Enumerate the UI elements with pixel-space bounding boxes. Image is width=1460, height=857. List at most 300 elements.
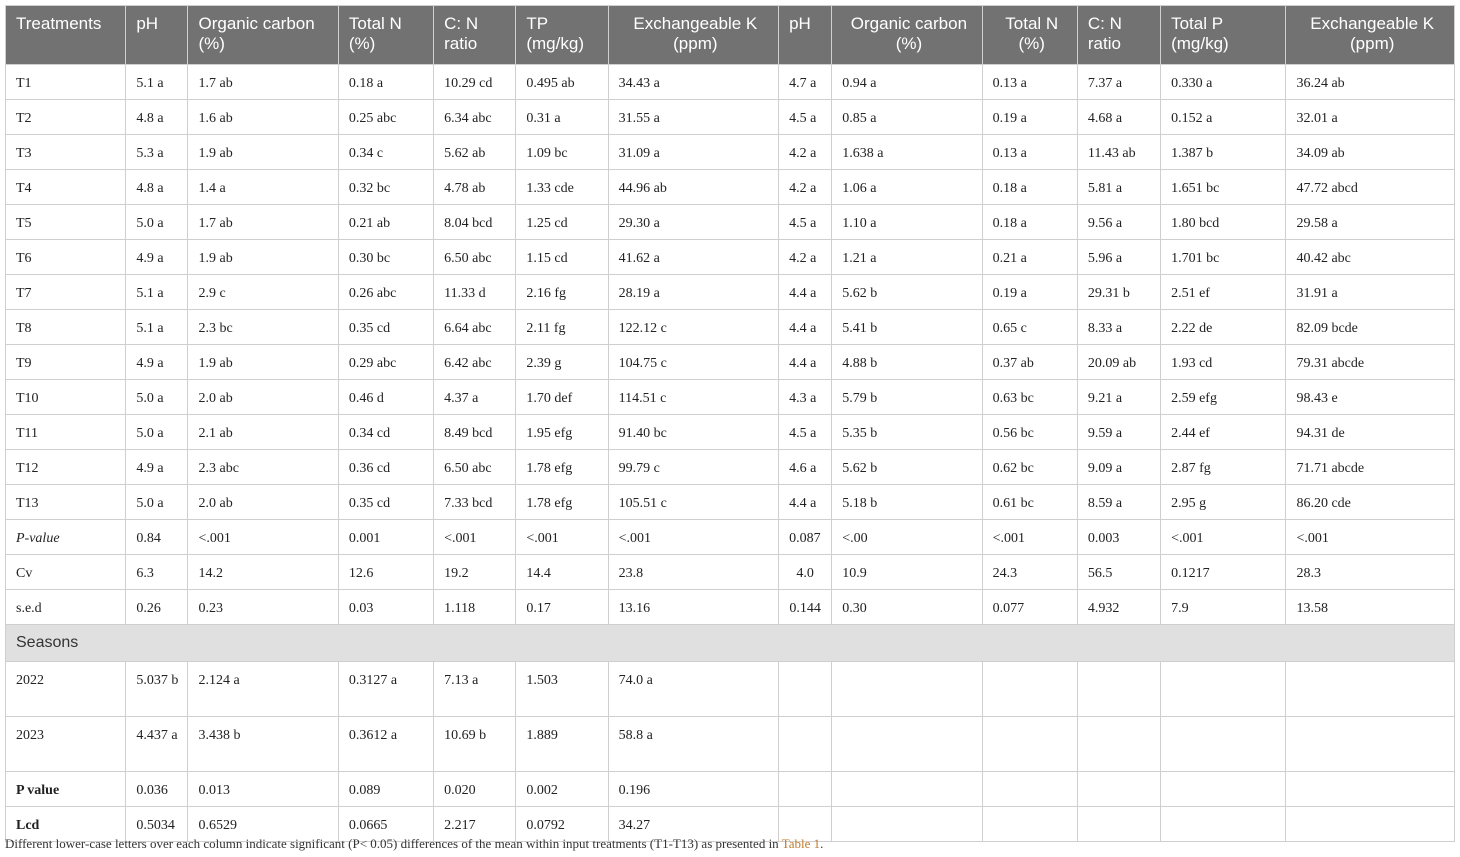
table-cell: 5.1 a: [126, 310, 188, 345]
table-cell: [1161, 772, 1286, 807]
table-cell: 1.78 efg: [516, 450, 608, 485]
table-cell: 47.72 abcd: [1286, 170, 1455, 205]
table-cell: 0.23: [188, 590, 338, 625]
table-cell: 7.33 bcd: [434, 485, 516, 520]
table-cell: 41.62 a: [608, 240, 778, 275]
table-cell: 4.2 a: [779, 240, 832, 275]
table-cell: 4.2 a: [779, 170, 832, 205]
table-cell: 13.16: [608, 590, 778, 625]
table-cell: 56.5: [1077, 555, 1160, 590]
table-cell: 4.5 a: [779, 100, 832, 135]
table-cell: 0.36 cd: [338, 450, 433, 485]
table-body: [6, 65, 1455, 842]
table-cell: 5.037 b: [126, 662, 188, 717]
table-cell: 6.50 abc: [434, 450, 516, 485]
table-cell: 0.0792: [516, 807, 608, 842]
table-cell: 0.13 a: [982, 135, 1077, 170]
table-cell: 10.9: [832, 555, 982, 590]
table-cell: 1.9 ab: [188, 240, 338, 275]
table-cell: 0.196: [608, 772, 778, 807]
table-cell: 3.438 b: [188, 717, 338, 772]
column-header: Treatments: [6, 6, 126, 65]
table-cell: T1: [6, 65, 126, 100]
table-cell: T8: [6, 310, 126, 345]
table-cell: 2.11 fg: [516, 310, 608, 345]
table-row: [6, 380, 1455, 415]
table-cell: 0.31 a: [516, 100, 608, 135]
table-cell: 4.5 a: [779, 205, 832, 240]
table-cell: <.001: [188, 520, 338, 555]
column-header: Total P (mg/kg): [1161, 6, 1286, 65]
table-cell: 5.62 b: [832, 450, 982, 485]
table-cell: 11.33 d: [434, 275, 516, 310]
table-cell: 34.43 a: [608, 65, 778, 100]
table-cell: 0.34 cd: [338, 415, 433, 450]
table-cell: 0.32 bc: [338, 170, 433, 205]
table-footnote: [5, 836, 823, 852]
table-cell: 0.5034: [126, 807, 188, 842]
table-cell: 10.29 cd: [434, 65, 516, 100]
table-cell: [982, 807, 1077, 842]
table-cell: 1.33 cde: [516, 170, 608, 205]
table-cell: 0.63 bc: [982, 380, 1077, 415]
table-cell: 2022: [6, 662, 126, 717]
table-cell: 6.42 abc: [434, 345, 516, 380]
table-cell: 0.29 abc: [338, 345, 433, 380]
stats-row: [6, 520, 1455, 555]
table-cell: 4.68 a: [1077, 100, 1160, 135]
table-cell: 0.19 a: [982, 275, 1077, 310]
table-cell: 0.61 bc: [982, 485, 1077, 520]
table-cell: [832, 717, 982, 772]
column-header: Organic carbon (%): [188, 6, 338, 65]
table-cell: 6.3: [126, 555, 188, 590]
table-cell: 31.91 a: [1286, 275, 1455, 310]
table-cell: 0.65 c: [982, 310, 1077, 345]
table-cell: 1.638 a: [832, 135, 982, 170]
table-cell: 0.013: [188, 772, 338, 807]
table-cell: 5.62 b: [832, 275, 982, 310]
table-cell: 0.21 ab: [338, 205, 433, 240]
table-cell: 40.42 abc: [1286, 240, 1455, 275]
table-cell: 2.217: [434, 807, 516, 842]
table-cell: 0.003: [1077, 520, 1160, 555]
table-cell: 1.70 def: [516, 380, 608, 415]
table-row: [6, 65, 1455, 100]
table-cell: 1.15 cd: [516, 240, 608, 275]
table-cell: 34.27: [608, 807, 778, 842]
table-cell: 0.26 abc: [338, 275, 433, 310]
data-table-container: [5, 5, 1455, 842]
table-cell: 4.6 a: [779, 450, 832, 485]
table-cell: 0.34 c: [338, 135, 433, 170]
table-cell: 4.8 a: [126, 100, 188, 135]
table-cell: 74.0 a: [608, 662, 778, 717]
table-cell: 5.35 b: [832, 415, 982, 450]
table-cell: 2.3 bc: [188, 310, 338, 345]
table-cell: 0.002: [516, 772, 608, 807]
table-cell: 6.34 abc: [434, 100, 516, 135]
table-cell: 2.124 a: [188, 662, 338, 717]
season-stats-row: [6, 772, 1455, 807]
table-cell: [1286, 772, 1455, 807]
table-cell: 0.152 a: [1161, 100, 1286, 135]
table-cell: 7.9: [1161, 590, 1286, 625]
table-cell: Lcd: [6, 807, 126, 842]
table-cell: 34.09 ab: [1286, 135, 1455, 170]
table-row: [6, 415, 1455, 450]
column-header: pH: [126, 6, 188, 65]
table-cell: 29.31 b: [1077, 275, 1160, 310]
footnote-end: .: [820, 836, 824, 851]
table-cell: 2.0 ab: [188, 380, 338, 415]
table-cell: 114.51 c: [608, 380, 778, 415]
table-cell: <.001: [1161, 520, 1286, 555]
table-cell: T3: [6, 135, 126, 170]
table-cell: 12.6: [338, 555, 433, 590]
table-cell: 4.4 a: [779, 275, 832, 310]
table-cell: 0.56 bc: [982, 415, 1077, 450]
table-cell: 1.95 efg: [516, 415, 608, 450]
table-cell: 104.75 c: [608, 345, 778, 380]
table-cell: 4.78 ab: [434, 170, 516, 205]
table-cell: 91.40 bc: [608, 415, 778, 450]
section-label: Seasons: [6, 625, 1455, 662]
table-cell: 1.7 ab: [188, 205, 338, 240]
table-row: [6, 275, 1455, 310]
table-cell: 0.25 abc: [338, 100, 433, 135]
table-row: [6, 240, 1455, 275]
table-cell: 1.118: [434, 590, 516, 625]
table-cell: T11: [6, 415, 126, 450]
column-header: C: N ratio: [1077, 6, 1160, 65]
table-cell: 13.58: [1286, 590, 1455, 625]
table-cell: 9.56 a: [1077, 205, 1160, 240]
table-cell: 5.96 a: [1077, 240, 1160, 275]
table-cell: 4.8 a: [126, 170, 188, 205]
seasons-section-row: [6, 625, 1455, 662]
table-cell: 1.889: [516, 717, 608, 772]
table-cell: 86.20 cde: [1286, 485, 1455, 520]
table-cell: 7.13 a: [434, 662, 516, 717]
table-cell: 1.651 bc: [1161, 170, 1286, 205]
stats-row: [6, 555, 1455, 590]
table-cell: 0.18 a: [982, 205, 1077, 240]
table-cell: 71.71 abcde: [1286, 450, 1455, 485]
table-cell: P value: [6, 772, 126, 807]
column-header: Total N (%): [982, 6, 1077, 65]
table-cell: [1077, 807, 1160, 842]
table-row: [6, 135, 1455, 170]
table-cell: 2.22 de: [1161, 310, 1286, 345]
table-cell: [1077, 717, 1160, 772]
table-cell: 19.2: [434, 555, 516, 590]
table-cell: 14.2: [188, 555, 338, 590]
table-cell: T4: [6, 170, 126, 205]
table-cell: 5.0 a: [126, 485, 188, 520]
table-cell: 36.24 ab: [1286, 65, 1455, 100]
table-cell: 58.8 a: [608, 717, 778, 772]
table-cell: 1.9 ab: [188, 135, 338, 170]
table-cell: 5.3 a: [126, 135, 188, 170]
table-cell: 1.7 ab: [188, 65, 338, 100]
table-cell: 0.3612 a: [338, 717, 433, 772]
table-cell: 1.21 a: [832, 240, 982, 275]
table-cell: 4.2 a: [779, 135, 832, 170]
table-cell: 0.6529: [188, 807, 338, 842]
table-cell: 4.9 a: [126, 240, 188, 275]
table-cell: <.001: [434, 520, 516, 555]
table-cell: 0.35 cd: [338, 310, 433, 345]
table-row: [6, 485, 1455, 520]
table-row: [6, 100, 1455, 135]
soil-properties-table: [5, 5, 1455, 842]
table-cell: 0.37 ab: [982, 345, 1077, 380]
table-cell: 44.96 ab: [608, 170, 778, 205]
table-row: [6, 345, 1455, 380]
table-cell: 8.04 bcd: [434, 205, 516, 240]
table-1-link[interactable]: Table 1: [781, 836, 821, 851]
table-cell: 4.7 a: [779, 65, 832, 100]
table-cell: 2.51 ef: [1161, 275, 1286, 310]
table-cell: 2.16 fg: [516, 275, 608, 310]
table-cell: 0.26: [126, 590, 188, 625]
table-cell: 2023: [6, 717, 126, 772]
table-cell: 32.01 a: [1286, 100, 1455, 135]
table-cell: 1.6 ab: [188, 100, 338, 135]
table-cell: 4.437 a: [126, 717, 188, 772]
table-cell: 0.30 bc: [338, 240, 433, 275]
table-cell: 0.62 bc: [982, 450, 1077, 485]
table-cell: s.e.d: [6, 590, 126, 625]
table-cell: 10.69 b: [434, 717, 516, 772]
table-row: [6, 310, 1455, 345]
table-cell: 5.1 a: [126, 275, 188, 310]
table-cell: [1077, 772, 1160, 807]
table-cell: 28.19 a: [608, 275, 778, 310]
table-cell: 20.09 ab: [1077, 345, 1160, 380]
season-row: [6, 662, 1455, 717]
table-cell: 2.95 g: [1161, 485, 1286, 520]
table-cell: 1.78 efg: [516, 485, 608, 520]
table-cell: 2.39 g: [516, 345, 608, 380]
table-cell: T7: [6, 275, 126, 310]
table-cell: 1.503: [516, 662, 608, 717]
table-cell: 105.51 c: [608, 485, 778, 520]
table-cell: 11.43 ab: [1077, 135, 1160, 170]
table-cell: 5.62 ab: [434, 135, 516, 170]
column-header: Total N (%): [338, 6, 433, 65]
table-row: [6, 205, 1455, 240]
table-cell: 1.80 bcd: [1161, 205, 1286, 240]
table-row: [6, 450, 1455, 485]
table-cell: 1.06 a: [832, 170, 982, 205]
table-cell: [1286, 662, 1455, 717]
table-cell: 8.33 a: [1077, 310, 1160, 345]
table-cell: <.00: [832, 520, 982, 555]
table-cell: 4.4 a: [779, 310, 832, 345]
footnote-text: Different lower-case letters over each column indicate significant (P< 0.05) differences of the mean within input treatments (T1-T13) as presented in: [5, 836, 782, 851]
table-cell: 0.19 a: [982, 100, 1077, 135]
column-header: pH: [779, 6, 832, 65]
column-header: Organic carbon (%): [832, 6, 982, 65]
table-cell: 2.44 ef: [1161, 415, 1286, 450]
table-cell: [1161, 807, 1286, 842]
table-cell: [832, 772, 982, 807]
table-cell: [1077, 662, 1160, 717]
table-cell: [779, 717, 832, 772]
table-cell: [1286, 807, 1455, 842]
table-cell: 0.077: [982, 590, 1077, 625]
table-cell: 5.0 a: [126, 415, 188, 450]
table-cell: 5.41 b: [832, 310, 982, 345]
table-cell: 0.1217: [1161, 555, 1286, 590]
table-cell: T6: [6, 240, 126, 275]
table-cell: 0.495 ab: [516, 65, 608, 100]
table-cell: 0.18 a: [338, 65, 433, 100]
table-cell: 1.09 bc: [516, 135, 608, 170]
table-cell: 29.58 a: [1286, 205, 1455, 240]
table-cell: 4.9 a: [126, 450, 188, 485]
table-cell: 5.81 a: [1077, 170, 1160, 205]
table-cell: 5.18 b: [832, 485, 982, 520]
column-header: Exchangeable K (ppm): [608, 6, 778, 65]
table-cell: [982, 662, 1077, 717]
column-header: Exchangeable K (ppm): [1286, 6, 1455, 65]
table-cell: 8.49 bcd: [434, 415, 516, 450]
table-cell: 9.09 a: [1077, 450, 1160, 485]
table-cell: 0.13 a: [982, 65, 1077, 100]
table-cell: 0.94 a: [832, 65, 982, 100]
table-cell: 99.79 c: [608, 450, 778, 485]
table-cell: 4.37 a: [434, 380, 516, 415]
table-cell: [779, 772, 832, 807]
table-cell: 28.3: [1286, 555, 1455, 590]
table-cell: T9: [6, 345, 126, 380]
table-cell: T5: [6, 205, 126, 240]
table-cell: [779, 662, 832, 717]
table-cell: 0.330 a: [1161, 65, 1286, 100]
table-cell: 4.4 a: [779, 485, 832, 520]
table-cell: 0.21 a: [982, 240, 1077, 275]
table-cell: 0.089: [338, 772, 433, 807]
table-cell: 1.4 a: [188, 170, 338, 205]
table-cell: <.001: [608, 520, 778, 555]
table-cell: 31.55 a: [608, 100, 778, 135]
table-cell: 0.0665: [338, 807, 433, 842]
table-cell: 1.10 a: [832, 205, 982, 240]
table-cell: 0.03: [338, 590, 433, 625]
table-cell: 5.79 b: [832, 380, 982, 415]
table-cell: 0.087: [779, 520, 832, 555]
table-cell: 0.036: [126, 772, 188, 807]
table-cell: 0.85 a: [832, 100, 982, 135]
table-cell: [832, 807, 982, 842]
table-cell: 1.701 bc: [1161, 240, 1286, 275]
table-cell: 82.09 bcde: [1286, 310, 1455, 345]
table-cell: 4.5 a: [779, 415, 832, 450]
table-cell: 0.17: [516, 590, 608, 625]
table-cell: T12: [6, 450, 126, 485]
table-cell: 2.9 c: [188, 275, 338, 310]
table-cell: 23.8: [608, 555, 778, 590]
table-cell: 2.59 efg: [1161, 380, 1286, 415]
table-cell: 31.09 a: [608, 135, 778, 170]
table-cell: 2.3 abc: [188, 450, 338, 485]
table-cell: P-value: [6, 520, 126, 555]
table-cell: 8.59 a: [1077, 485, 1160, 520]
table-cell: 98.43 e: [1286, 380, 1455, 415]
table-cell: 1.9 ab: [188, 345, 338, 380]
table-cell: 79.31 abcde: [1286, 345, 1455, 380]
table-cell: 0.3127 a: [338, 662, 433, 717]
table-cell: 29.30 a: [608, 205, 778, 240]
table-cell: 4.3 a: [779, 380, 832, 415]
table-cell: 0.46 d: [338, 380, 433, 415]
table-cell: 1.93 cd: [1161, 345, 1286, 380]
table-cell: 5.1 a: [126, 65, 188, 100]
table-cell: 4.0: [779, 555, 832, 590]
header-row: [6, 6, 1455, 65]
table-cell: [1161, 662, 1286, 717]
table-cell: [1161, 717, 1286, 772]
table-cell: T2: [6, 100, 126, 135]
table-cell: 1.387 b: [1161, 135, 1286, 170]
table-cell: 5.0 a: [126, 380, 188, 415]
season-row: [6, 717, 1455, 772]
table-cell: T10: [6, 380, 126, 415]
table-cell: 2.87 fg: [1161, 450, 1286, 485]
table-cell: 1.25 cd: [516, 205, 608, 240]
table-cell: [982, 717, 1077, 772]
table-cell: 122.12 c: [608, 310, 778, 345]
table-cell: 24.3: [982, 555, 1077, 590]
table-cell: 0.35 cd: [338, 485, 433, 520]
table-cell: 0.30: [832, 590, 982, 625]
table-cell: 9.59 a: [1077, 415, 1160, 450]
table-cell: 14.4: [516, 555, 608, 590]
table-cell: 4.932: [1077, 590, 1160, 625]
table-cell: 0.001: [338, 520, 433, 555]
table-cell: [832, 662, 982, 717]
table-cell: 9.21 a: [1077, 380, 1160, 415]
table-cell: [1286, 717, 1455, 772]
table-cell: T13: [6, 485, 126, 520]
table-cell: 4.9 a: [126, 345, 188, 380]
table-cell: 7.37 a: [1077, 65, 1160, 100]
table-cell: 0.18 a: [982, 170, 1077, 205]
table-cell: <.001: [1286, 520, 1455, 555]
table-cell: 4.4 a: [779, 345, 832, 380]
table-cell: 6.50 abc: [434, 240, 516, 275]
stats-row: [6, 590, 1455, 625]
table-cell: <.001: [982, 520, 1077, 555]
table-cell: 2.1 ab: [188, 415, 338, 450]
table-cell: 2.0 ab: [188, 485, 338, 520]
table-row: [6, 170, 1455, 205]
table-cell: Cv: [6, 555, 126, 590]
table-cell: 0.020: [434, 772, 516, 807]
table-cell: 6.64 abc: [434, 310, 516, 345]
table-cell: <.001: [516, 520, 608, 555]
table-cell: 94.31 de: [1286, 415, 1455, 450]
table-cell: 0.144: [779, 590, 832, 625]
column-header: TP (mg/kg): [516, 6, 608, 65]
table-cell: 0.84: [126, 520, 188, 555]
table-cell: [982, 772, 1077, 807]
table-cell: 5.0 a: [126, 205, 188, 240]
column-header: C: N ratio: [434, 6, 516, 65]
